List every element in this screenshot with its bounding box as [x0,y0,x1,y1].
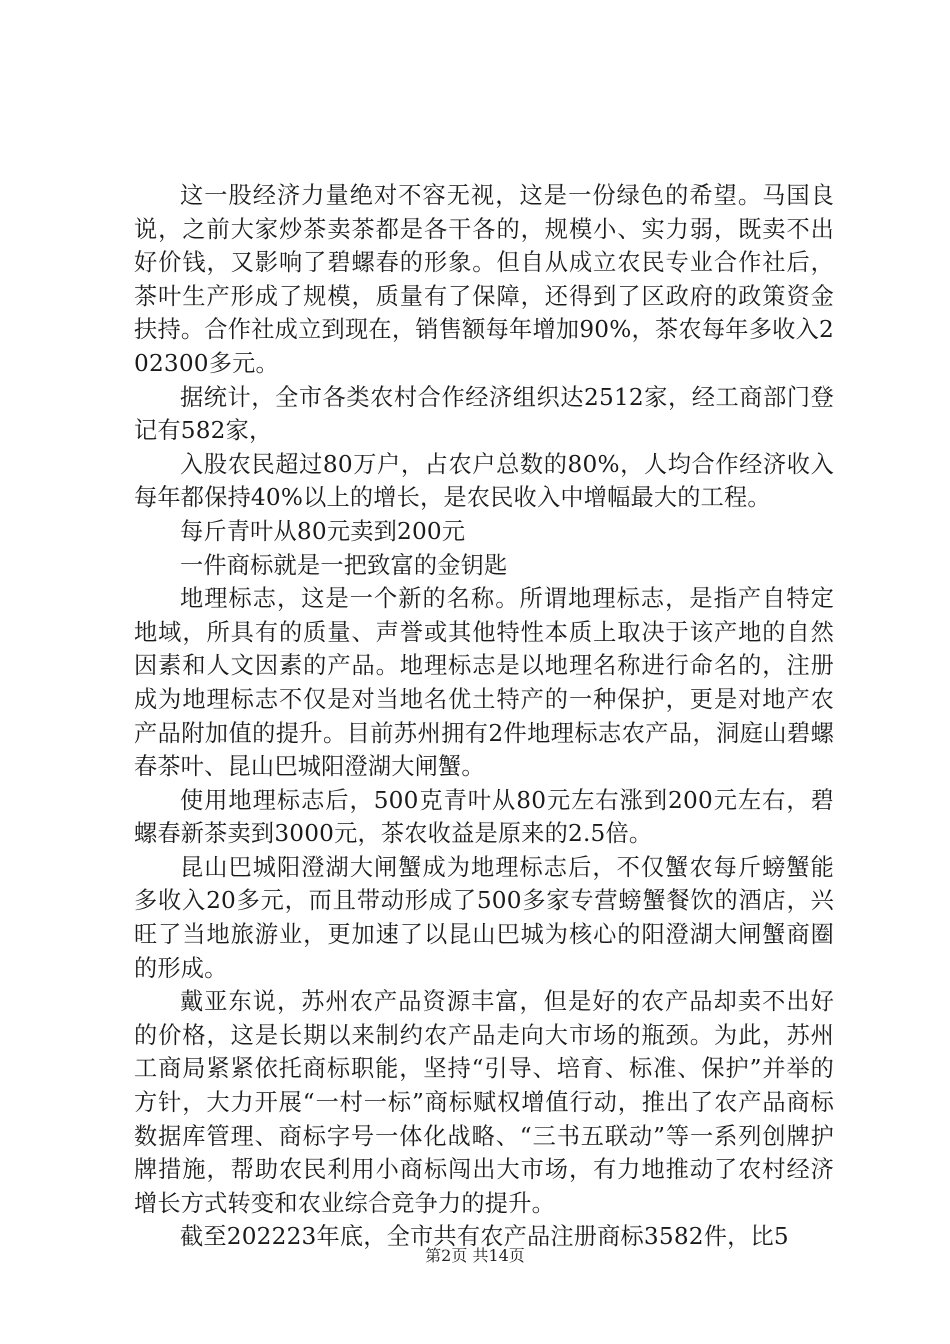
subheading-trademark: 一件商标就是一把致富的金钥匙 [180,551,508,579]
subheading-price: 每斤青叶从80元卖到200元 [180,517,466,545]
paragraph-dai-yadong: 戴亚东说，苏州农产品资源丰富，但是好的农产品却卖不出好的价格，这是长期以来制约农产品走向大市场的瓶颈。为此，苏州工商局紧紧依托商标职能，坚持“引导、培育、标准、保护”并举的方针，大力开展“一村一标”商标赋权增值行动，推出了农产品商标数据库管理、商标字号一体化战略、“三书五联动”等一系列创牌护牌措施，帮助农民利用小商标闯出大市场，有力地推动了农村经济增长方式转变和农业综合竞争力的提升。 [134,988,834,1217]
page-footer: 第2页 共14页 [425,1246,525,1265]
paragraph-trademark-count: 截至202223年底，全市共有农产品注册商标3582件，比5 [180,1223,789,1251]
paragraph-price-increase: 使用地理标志后，500克青叶从80元左右涨到200元左右，碧螺春新茶卖到3000元，茶农收益是原来的2.5倍。 [134,786,834,848]
paragraph-statistics: 据统计，全市各类农村合作经济组织达2512家，经工商部门登记有582家， [134,383,834,445]
paragraph-geographical-indication: 地理标志，这是一个新的名称。所谓地理标志，是指产自特定地域，所具有的质量、声誉或其他特性本质上取决于该产地的自然因素和人文因素的产品。地理标志是以地理名称进行命名的，注册成为地理标志不仅是对当地名优土特产的一种保护，更是对地产农产品附加值的提升。目前苏州拥有2件地理标志农产品，洞庭山碧螺春茶叶、昆山巴城阳澄湖大闸蟹。 [134,585,834,781]
paragraph-shareholders: 入股农民超过80万户，占农户总数的80%，人均合作经济收入每年都保持40%以上的增长，是农民收入中增幅最大的工程。 [134,450,834,512]
paragraph-green-hope: 这一股经济力量绝对不容无视，这是一份绿色的希望。马国良说，之前大家炒茶卖茶都是各干各的，规模小、实力弱，既卖不出好价钱，又影响了碧螺春的形象。但自从成立农民专业合作社后，茶叶生产形成了规模，质量有了保障，还得到了区政府的政策资金扶持。合作社成立到现在，销售额每年增加90%，茶农每年多收入202300多元。 [134,182,834,377]
document-body [134,179,834,1254]
paragraph-hairy-crab: 昆山巴城阳澄湖大闸蟹成为地理标志后，不仅蟹农每斤螃蟹能多收入20多元，而且带动形成了500多家专营螃蟹餐饮的酒店，兴旺了当地旅游业，更加速了以昆山巴城为核心的阳澄湖大闸蟹商圈的形成。 [134,853,834,982]
